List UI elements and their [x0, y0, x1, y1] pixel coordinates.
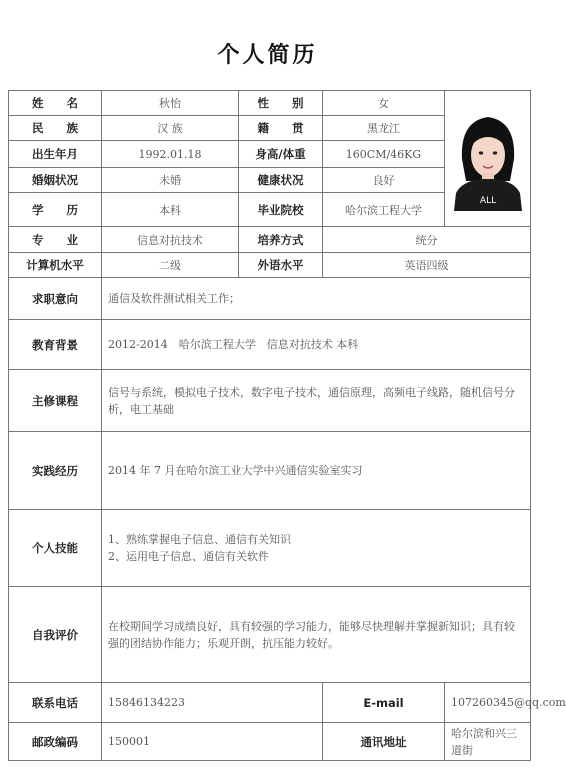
education-label: 学 历 — [9, 193, 102, 227]
address-value: 哈尔滨和兴三道街 — [445, 723, 531, 761]
name-value: 秋怡 — [102, 91, 239, 116]
skills-value — [102, 510, 531, 587]
edu-bg-label: 教育背景 — [9, 320, 102, 370]
phone-value: 15846134223 — [102, 683, 323, 723]
gender-label: 性 别 — [239, 91, 323, 116]
english-label: 外语水平 — [239, 253, 323, 278]
photo-shirt-text: ALL — [479, 195, 496, 206]
intent-value: 通信及软件测试相关工作； — [102, 278, 531, 320]
origin-value: 黑龙江 — [323, 116, 445, 141]
email-label: E-mail — [323, 683, 445, 723]
zip-label: 邮政编码 — [9, 723, 102, 761]
origin-label: 籍 贯 — [239, 116, 323, 141]
courses-value: 信号与系统，模拟电子技术，数字电子技术，通信原理，高频电子线路，随机信号分析，电工基础 — [102, 370, 531, 432]
practice-value: 2014 年 7 月在哈尔滨工业大学中兴通信实验室实习 — [102, 432, 531, 510]
computer-label: 计算机水平 — [9, 253, 102, 278]
eval-value: 在校期间学习成绩良好，具有较强的学习能力，能够尽快理解并掌握新知识；具有较强的团结协作能力；乐观开朗，抗压能力较好。 — [102, 587, 531, 683]
health-label: 健康状况 — [239, 168, 323, 193]
eval-label: 自我评价 — [9, 587, 102, 683]
ethnicity-label: 民 族 — [9, 116, 102, 141]
courses-label: 主修课程 — [9, 370, 102, 432]
marital-value: 未婚 — [102, 168, 239, 193]
zip-value: 150001 — [102, 723, 323, 761]
practice-label: 实践经历 — [9, 432, 102, 510]
height-weight-value: 160CM/46KG — [323, 141, 445, 168]
name-label: 姓 名 — [9, 91, 102, 116]
edu-bg-value: 2012-2014 哈尔滨工程大学 信息对抗技术 本科 — [102, 320, 531, 370]
skill-item: 1、熟练掌握电子信息、通信有关知识 — [108, 533, 291, 546]
portrait-photo — [448, 107, 528, 211]
gender-value: 女 — [323, 91, 445, 116]
marital-label: 婚姻状况 — [9, 168, 102, 193]
resume-table — [8, 90, 566, 761]
major-label: 专 业 — [9, 227, 102, 253]
training-value: 统分 — [323, 227, 531, 253]
skill-item: 2、运用电子信息、通信有关软件 — [108, 550, 269, 563]
major-value: 信息对抗技术 — [102, 227, 239, 253]
email-value: 107260345@qq.com — [445, 683, 531, 723]
health-value: 良好 — [323, 168, 445, 193]
education-value: 本科 — [102, 193, 239, 227]
page-title: 个人简历 — [217, 43, 318, 68]
address-label: 通讯地址 — [323, 723, 445, 761]
ethnicity-value: 汉 族 — [102, 116, 239, 141]
birth-value: 1992.01.18 — [102, 141, 239, 168]
skills-label: 个人技能 — [9, 510, 102, 587]
school-value: 哈尔滨工程大学 — [323, 193, 445, 227]
training-label: 培养方式 — [239, 227, 323, 253]
computer-value: 二级 — [102, 253, 239, 278]
birth-label: 出生年月 — [9, 141, 102, 168]
phone-label: 联系电话 — [9, 683, 102, 723]
school-label: 毕业院校 — [239, 193, 323, 227]
english-value: 英语四级 — [323, 253, 531, 278]
height-weight-label: 身高/体重 — [239, 141, 323, 168]
photo-cell — [445, 91, 531, 227]
intent-label: 求职意向 — [9, 278, 102, 320]
